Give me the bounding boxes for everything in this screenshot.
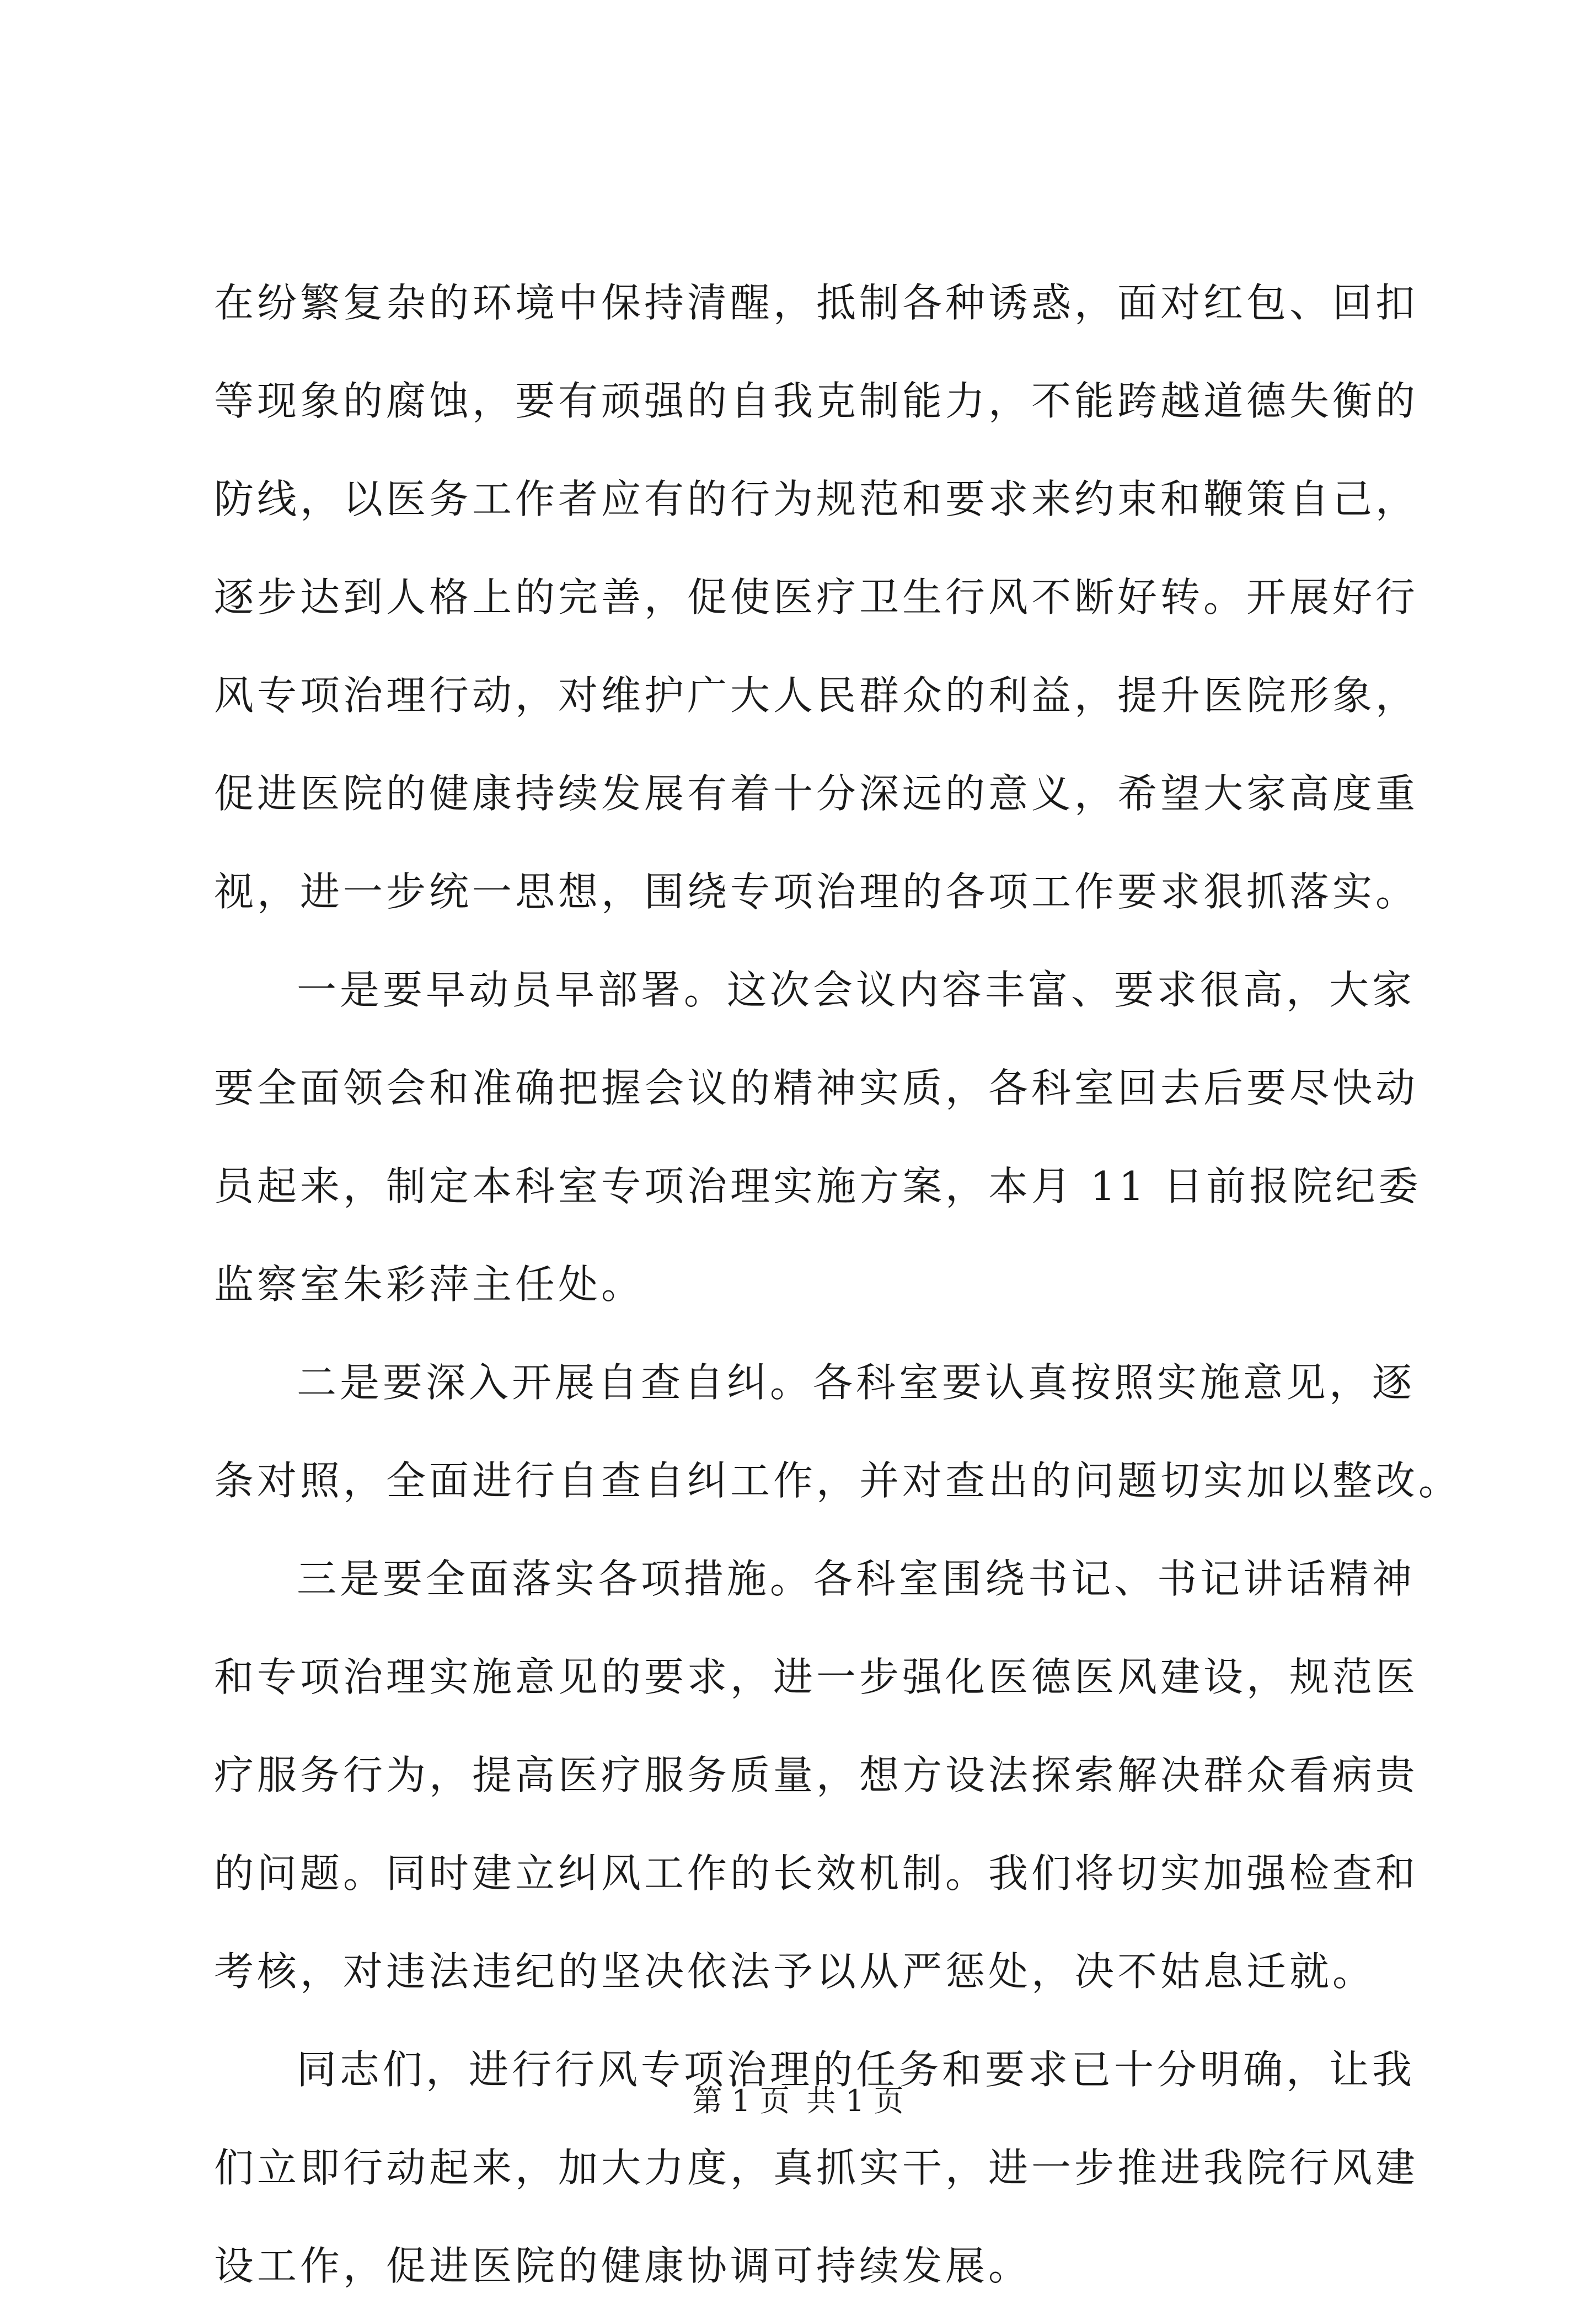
text-line: 设工作，促进医院的健康协调可持续发展。: [214, 2243, 1032, 2289]
text-line: 在纷繁复杂的环境中保持清醒，抵制各种诱惑，面对红包、回扣: [214, 280, 1419, 326]
text-line: 员起来，制定本科室专项治理实施方案，本月 11 日前报院纪委: [214, 1163, 1422, 1209]
text-line: 等现象的腐蚀，要有顽强的自我克制能力，不能跨越道德失衡的: [214, 378, 1419, 424]
text-line: 风专项治理行动，对维护广大人民群众的利益，提升医院形象，: [214, 672, 1419, 719]
text-line: 促进医院的健康持续发展有着十分深远的意义，希望大家高度重: [214, 770, 1419, 817]
page-footer: [0, 2079, 1596, 2123]
text-line: 考核，对违法违纪的坚决依法予以从严惩处，决不姑息迁就。: [214, 1948, 1376, 1995]
text-line: 和专项治理实施意见的要求，进一步强化医德医风建设，规范医: [214, 1654, 1419, 1700]
paragraph-first-line: 二是要深入开展自查自纠。各科室要认真按照实施意见，逐: [297, 1359, 1416, 1406]
text-line: 的问题。同时建立纠风工作的长效机制。我们将切实加强检查和: [214, 1850, 1419, 1896]
text-line: 疗服务行为，提高医疗服务质量，想方设法探索解决群众看病贵: [214, 1752, 1419, 1798]
text-line: 视，进一步统一思想，围绕专项治理的各项工作要求狠抓落实。: [214, 869, 1419, 915]
page-total: 共 1 页: [806, 2083, 904, 2118]
text-line: 防线，以医务工作者应有的行为规范和要求来约束和鞭策自己，: [214, 476, 1419, 522]
paragraph-first-line: 同志们，进行行风专项治理的任务和要求已十分明确，让我: [297, 2046, 1416, 2093]
text-line: 监察室朱彩萍主任处。: [214, 1261, 645, 1307]
text-line: 逐步达到人格上的完善，促使医疗卫生行风不断好转。开展好行: [214, 574, 1419, 620]
page-number: 第 1 页: [692, 2083, 790, 2118]
text-line: 要全面领会和准确把握会议的精神实质，各科室回去后要尽快动: [214, 1065, 1419, 1111]
text-line: 们立即行动起来，加大力度，真抓实干，进一步推进我院行风建: [214, 2145, 1419, 2191]
paragraph-first-line: 一是要早动员早部署。这次会议内容丰富、要求很高，大家: [297, 967, 1416, 1013]
paragraph-first-line: 三是要全面落实各项措施。各科室围绕书记、书记讲话精神: [297, 1556, 1416, 1602]
text-line: 条对照，全面进行自查自纠工作，并对查出的问题切实加以整改。: [214, 1457, 1462, 1504]
document-body: [214, 254, 1462, 2315]
